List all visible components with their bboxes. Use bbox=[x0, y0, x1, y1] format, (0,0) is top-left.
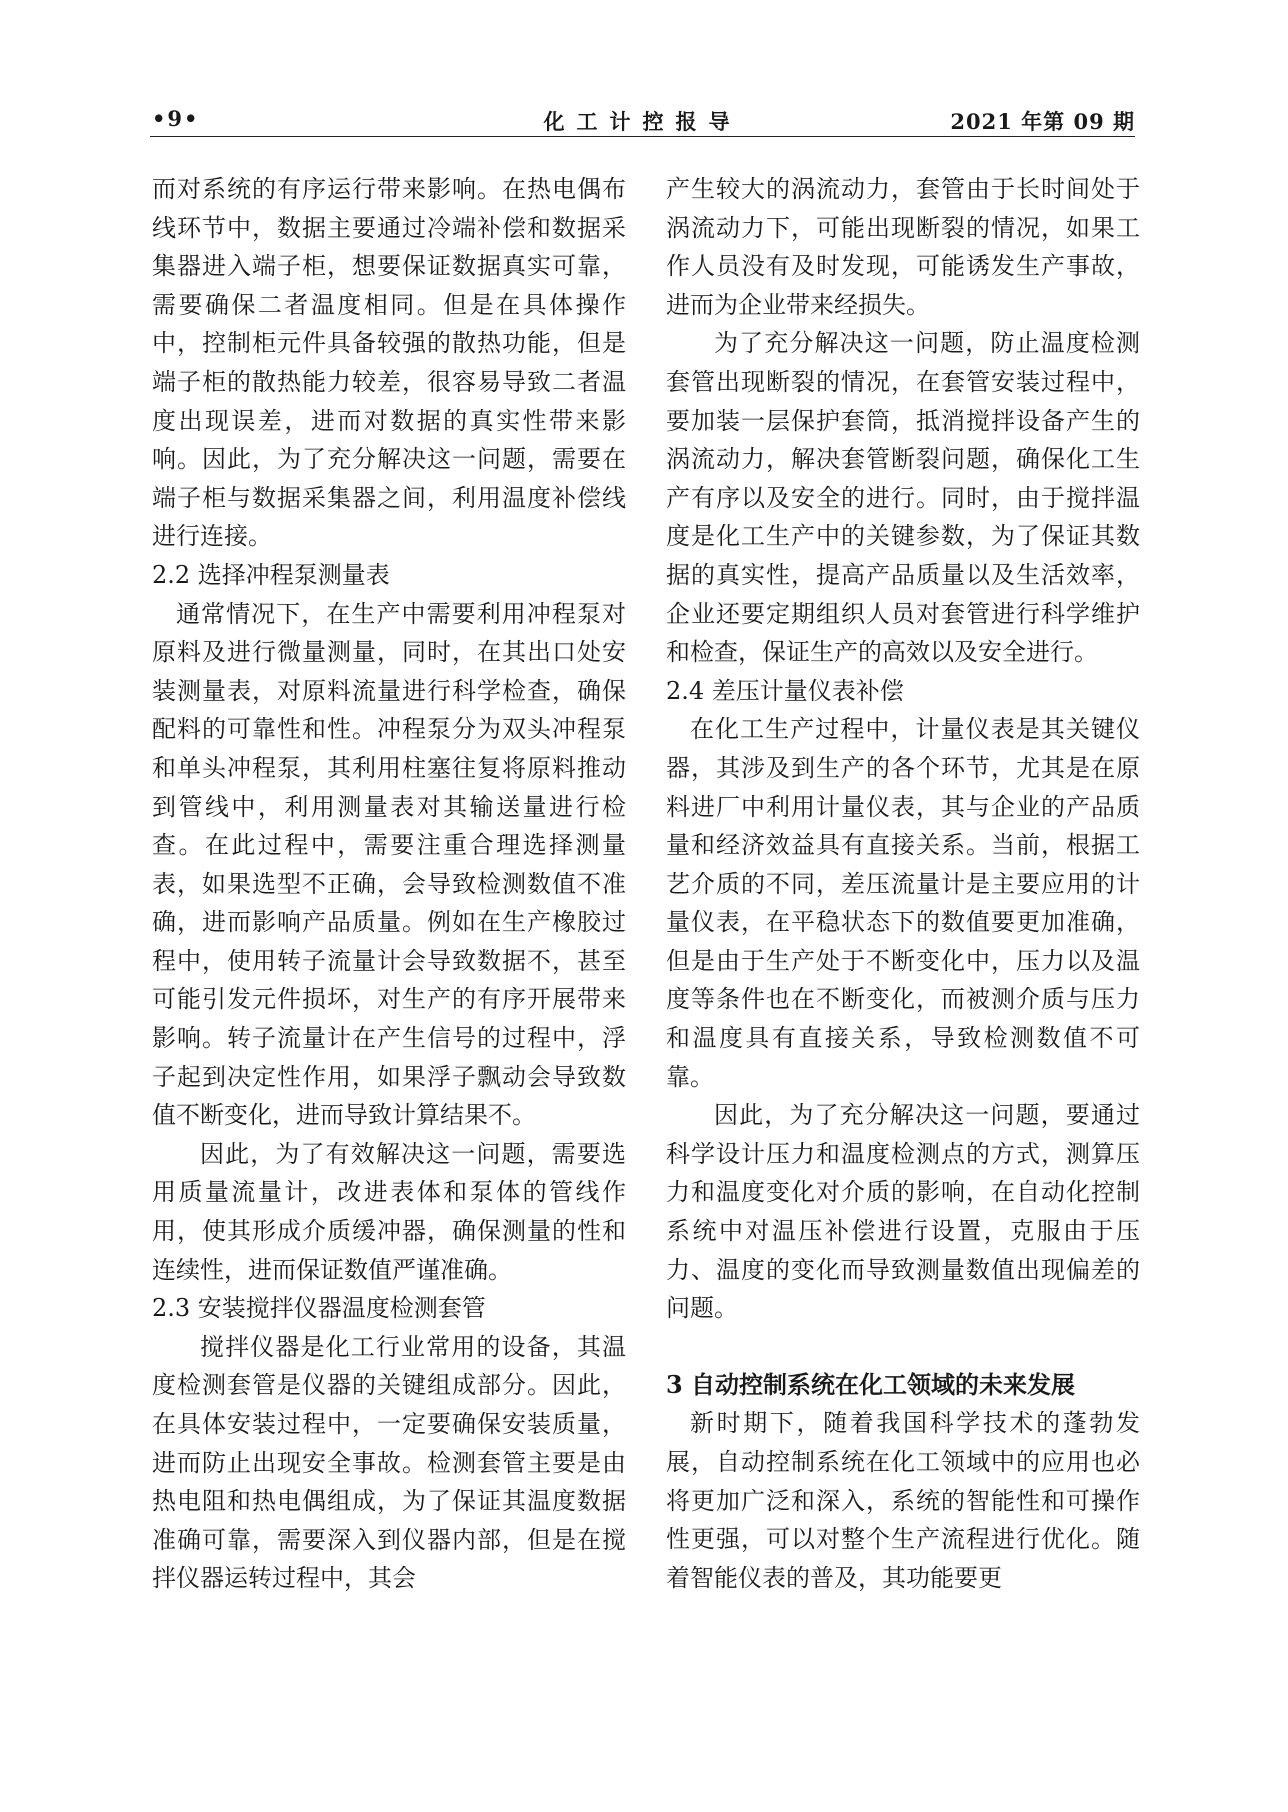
paragraph: 在化工生产过程中，计量仪表是其关键仪器，其涉及到生产的各个环节，尤其是在原料进厂中利用计量仪表，其与企业的产品质量和经济效益具有直接关系。当前，根据工艺介质的不同，差压流量计是主要应用的计量仪表，在平稳状态下的数值要更加准确，但是由于生产处于不断变化中，压力以及温度等条件也在不断变化，而被测介质与压力和温度具有直接关系，导致检测数值不可靠。 bbox=[666, 715, 1140, 1091]
paragraph: 新时期下，随着我国科学技术的蓬勃发展，自动控制系统在化工领域中的应用也必将更加广泛和深入，系统的智能性和可操作性更强，可以对整个生产流程进行优化。随着智能仪表的普及，其功能要更 bbox=[666, 1409, 1140, 1592]
paragraph: 因此，为了充分解决这一问题，要通过科学设计压力和温度检测点的方式，测算压力和温度变化对介质的影响，在自动化控制系统中对温压补偿进行设置，克服由于压力、温度的变化而导致测量数值出现偏差的问题。 bbox=[666, 1101, 1140, 1323]
page-header bbox=[150, 104, 1135, 137]
paragraph: 而对系统的有序运行带来影响。在热电偶布线环节中，数据主要通过冷端补偿和数据采集器进入端子柜，想要保证数据真实可靠，需要确保二者温度相同。但是在具体操作中，控制柜元件具备较强的散热功能，但是端子柜的散热能力较差，很容易导致二者温度出现误差，进而对数据的真实性带来影响。因此，为了充分解决这一问题，需要在端子柜与数据采集器之间，利用温度补偿线进行连接。 bbox=[152, 175, 626, 551]
page-number: •9• bbox=[152, 106, 200, 131]
section-heading-2-4: 2.4 差压计量仪表补偿 bbox=[666, 676, 904, 705]
paragraph: 产生较大的涡流动力，套管由于长时间处于涡流动力下，可能出现断裂的情况，如果工作人员没有及时发现，可能诱发生产事故，进而为企业带来经损失。 bbox=[666, 175, 1140, 319]
paragraph: 为了充分解决这一问题，防止温度检测套管出现断裂的情况，在套管安装过程中，要加装一层保护套筒，抵消搅拌设备产生的涡流动力，解决套管断裂问题，确保化工生产有序以及安全的进行。同时，由于搅拌温度是化工生产中的关键参数，为了保证其数据的真实性，提高产品质量以及生活效率，企业还要定期组织人员对套管进行科学维护和检查，保证生产的高效以及安全进行。 bbox=[666, 329, 1140, 667]
section-heading-2-2: 2.2 选择冲程泵测量表 bbox=[152, 560, 390, 589]
issue-label: 2021 年第 09 期 bbox=[950, 109, 1135, 134]
paragraph: 搅拌仪器是化工行业常用的设备，其温度检测套管是仪器的关键组成部分。因此，在具体安装过程中，一定要确保安装质量，进而防止出现安全事故。检测套管主要是由热电阻和热电偶组成，为了保证其温度数据准确可靠，需要深入到仪器内部，但是在搅拌仪器运转过程中，其会 bbox=[152, 1332, 626, 1593]
journal-title: 化工计控报导 bbox=[543, 109, 742, 134]
left-column bbox=[152, 170, 626, 1598]
paragraph: 通常情况下，在生产中需要利用冲程泵对原料及进行微量测量，同时，在其出口处安装测量表，对原料流量进行科学检查，确保配料的可靠性和性。冲程泵分为双头冲程泵和单头冲程泵，其利用柱塞往复将原料推动到管线中，利用测量表对其输送量进行检查。在此过程中，需要注重合理选择测量表，如果选型不正确，会导致检测数值不准确，进而影响产品质量。例如在生产橡胶过程中，使用转子流量计会导致数据不，甚至可能引发元件损坏，对生产的有序开展带来影响。转子流量计在产生信号的过程中，浮子起到决定性作用，如果浮子飘动会导致数值不断变化，进而导致计算结果不。 bbox=[152, 599, 626, 1130]
section-heading-2-3: 2.3 安装搅拌仪器温度检测套管 bbox=[152, 1294, 486, 1323]
section-heading-3: 3 自动控制系统在化工领域的未来发展 bbox=[666, 1369, 1076, 1399]
right-column bbox=[666, 170, 1140, 1597]
paragraph: 因此，为了有效解决这一问题，需要选用质量流量计，改进表体和泵体的管线作用，使其形成介质缓冲器，确保测量的性和连续性，进而保证数值严谨准确。 bbox=[152, 1139, 626, 1284]
